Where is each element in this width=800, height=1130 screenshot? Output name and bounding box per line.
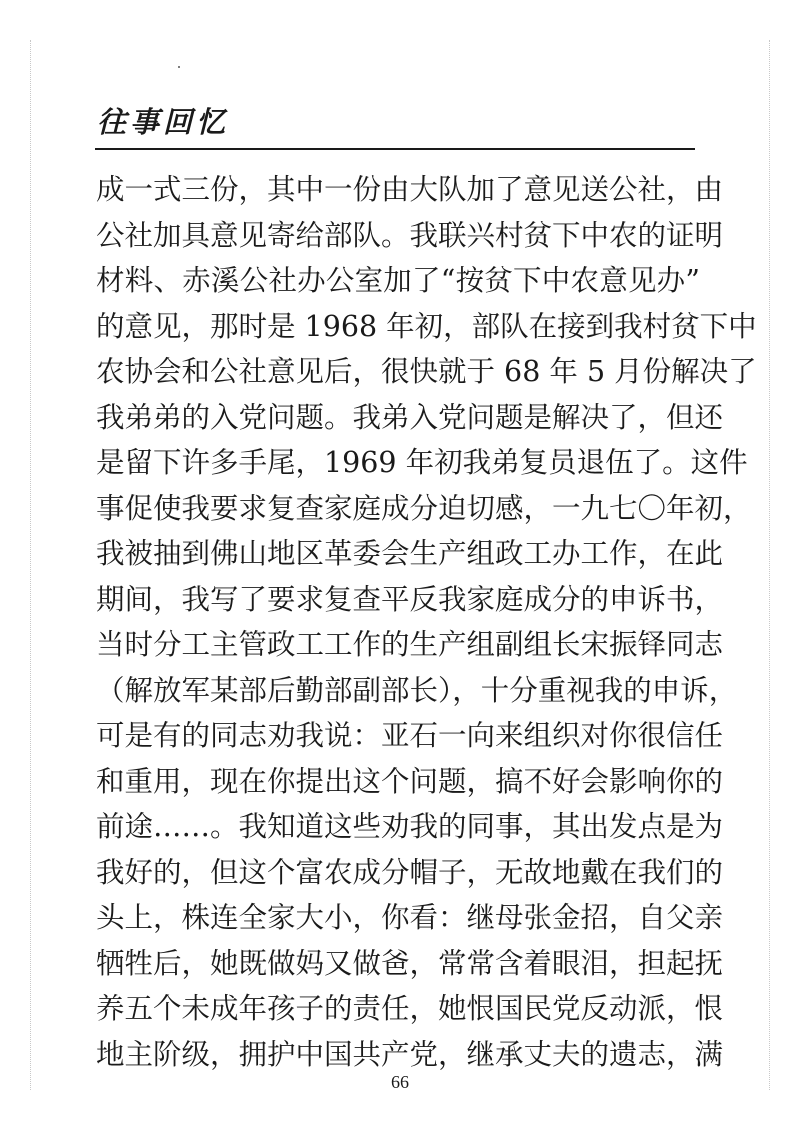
text-line: 公社加具意见寄给部队。我联兴村贫下中农的证明 xyxy=(96,218,724,252)
text-line: 当时分工主管政工工作的生产组副组长宋振铎同志 xyxy=(96,628,724,661)
scan-edge-right xyxy=(769,40,770,1090)
body-text xyxy=(96,167,757,1077)
text-line: 是留下许多手尾，1969 年初我弟复员退伍了。这件 xyxy=(96,446,748,479)
text-line: 我被抽到佛山地区革委会生产组政工办工作，在此 xyxy=(96,537,724,570)
text-line: 成一式三份，其中一份由大队加了意见送公社，由 xyxy=(96,173,724,206)
text-line: 我好的，但这个富农成分帽子，无故地戴在我们的 xyxy=(96,855,724,889)
text-line: 前途……。我知道这些劝我的同事，其出发点是为 xyxy=(96,810,724,843)
text-line: 和重用，现在你提出这个问题，搞不好会影响你的 xyxy=(96,764,724,798)
text-line: 农协会和公社意见后，很快就于 68 年 5 月份解决了 xyxy=(96,355,757,388)
header-rule xyxy=(95,148,695,150)
text-line: 养五个未成年孩子的责任，她恨国民党反动派，恨 xyxy=(96,992,724,1025)
page-number: 66 xyxy=(391,1072,409,1092)
text-line: 地主阶级，拥护中国共产党，继承丈夫的遗志，满 xyxy=(96,1037,724,1071)
header-title: 往事回忆 xyxy=(97,105,230,139)
text-line: （解放军某部后勤部副部长），十分重视我的申诉， xyxy=(96,673,738,707)
text-line: 可是有的同志劝我说：亚石一向来组织对你很信任 xyxy=(96,719,724,752)
text-line: 期间，我写了要求复查平反我家庭成分的申诉书， xyxy=(96,582,724,616)
running-header xyxy=(95,100,695,150)
text-line: 材料、赤溪公社办公室加了“按贫下中农意见办” xyxy=(96,264,700,297)
scan-dust xyxy=(178,66,180,68)
text-line: 我弟弟的入党问题。我弟入党问题是解决了，但还 xyxy=(96,400,724,434)
text-line: 头上，株连全家大小，你看：继母张金招，自父亲 xyxy=(96,901,724,934)
scan-edge-left xyxy=(30,40,31,1090)
text-line: 事促使我要求复查家庭成分迫切感，一九七〇年初， xyxy=(96,491,752,525)
text-line: 的意见，那时是 1968 年初，部队在接到我村贫下中 xyxy=(96,309,757,343)
text-line: 牺牲后，她既做妈又做爸，常常含着眼泪，担起抚 xyxy=(96,946,724,980)
